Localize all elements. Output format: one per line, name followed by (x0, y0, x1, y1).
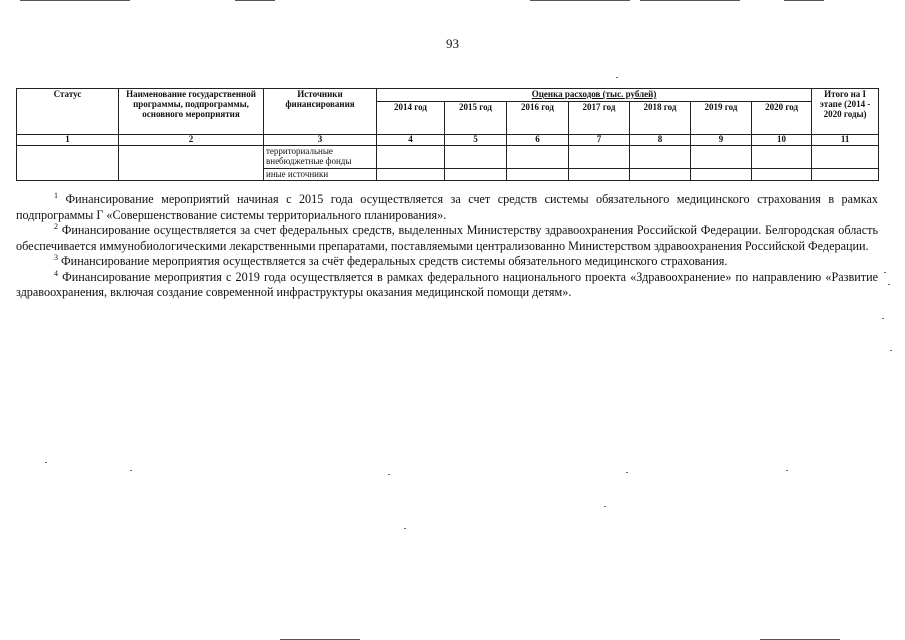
footnote (16, 270, 878, 301)
table-header-row (17, 89, 879, 102)
footnote-mark: 2 (54, 222, 58, 231)
scan-edge-line (20, 0, 130, 1)
header-year: 2016 год (507, 101, 569, 134)
footnotes (16, 192, 878, 301)
column-number: 2 (119, 134, 264, 145)
scan-speck (786, 470, 788, 471)
scan-speck (45, 462, 47, 463)
column-number: 1 (17, 134, 119, 145)
footnote-text: Финансирование мероприятия осуществляется за счёт федеральных средств системы обязательного медицинского страхования. (61, 254, 728, 268)
column-number: 7 (569, 134, 630, 145)
scan-edge-line (784, 0, 824, 1)
footnote-text: Финансирование осуществляется за счет федеральных средств, выделенных Министерству здравоохранения Российской Федерации. Белгородская область обеспечивается иммунобиологическими лекарственными препаратами, поставляемыми централизованно Министерством здравоохранения Российской Федерации. (16, 223, 879, 253)
cell-value (812, 145, 879, 168)
header-total: Итого на I этапе (2014 - 2020 годы) (812, 89, 879, 135)
footnote-mark: 1 (54, 191, 58, 200)
cell-source: иные источники (264, 168, 377, 181)
footnote (16, 223, 878, 254)
footnote-mark: 3 (54, 253, 58, 262)
cell-value (752, 168, 812, 181)
column-number: 8 (630, 134, 691, 145)
cell-value (445, 168, 507, 181)
column-number: 11 (812, 134, 879, 145)
column-number: 6 (507, 134, 569, 145)
scan-speck (404, 528, 406, 529)
scan-edge-line (235, 0, 275, 1)
column-number: 5 (445, 134, 507, 145)
column-number: 3 (264, 134, 377, 145)
header-year: 2014 год (377, 101, 445, 134)
cell-value (377, 168, 445, 181)
cell-value (445, 145, 507, 168)
scan-edge-line (640, 0, 740, 1)
column-number-row (17, 134, 879, 145)
cell-value (377, 145, 445, 168)
header-name: Наименование государственной программы, подпрограммы, основного мероприятия (119, 89, 264, 135)
cell-value (691, 168, 752, 181)
footnote (16, 254, 878, 270)
cell-value (691, 145, 752, 168)
header-year: 2015 год (445, 101, 507, 134)
header-year: 2018 год (630, 101, 691, 134)
cell-value (569, 168, 630, 181)
scan-speck (882, 318, 884, 319)
scan-speck (388, 474, 390, 475)
cell-value (507, 145, 569, 168)
cell-value (812, 168, 879, 181)
cell-value (630, 145, 691, 168)
scan-speck (890, 350, 892, 351)
scan-speck (604, 506, 606, 507)
column-number: 9 (691, 134, 752, 145)
header-year: 2020 год (752, 101, 812, 134)
cell-status (17, 145, 119, 181)
column-number: 4 (377, 134, 445, 145)
footnote-text: Финансирование мероприятий начиная с 2015 года осуществляется за счет средств системы обязательного медицинского страхования в рамках подпрограммы Г «Совершенствование системы территориального планирования». (16, 192, 878, 222)
scan-speck (888, 284, 890, 285)
table-row (17, 145, 879, 168)
scan-speck (884, 272, 886, 273)
header-estimate: Оценка расходов (тыс. рублей) (377, 89, 812, 102)
scan-speck (616, 77, 618, 78)
header-sources: Источники финансирования (264, 89, 377, 135)
scan-speck (130, 470, 132, 471)
header-year: 2017 год (569, 101, 630, 134)
cell-source: территориальные внебюджетные фонды (264, 145, 377, 168)
footnote-text: Финансирование мероприятия с 2019 года осуществляется в рамках федерального национального проекта «Здравоохранение» по направлению «Развитие здравоохранения, включая создание современной инфраструктуры оказания медицинской помощи детям». (16, 269, 879, 299)
cell-value (630, 168, 691, 181)
cell-value (569, 145, 630, 168)
scan-edge-line (530, 0, 630, 1)
budget-table (16, 88, 879, 181)
cell-value (507, 168, 569, 181)
scan-speck (626, 472, 628, 473)
column-number: 10 (752, 134, 812, 145)
page-number: 93 (446, 36, 459, 51)
cell-value (752, 145, 812, 168)
footnote (16, 192, 878, 223)
header-year: 2019 год (691, 101, 752, 134)
cell-name (119, 145, 264, 181)
header-status: Статус (17, 89, 119, 135)
footnote-mark: 4 (54, 268, 58, 278)
